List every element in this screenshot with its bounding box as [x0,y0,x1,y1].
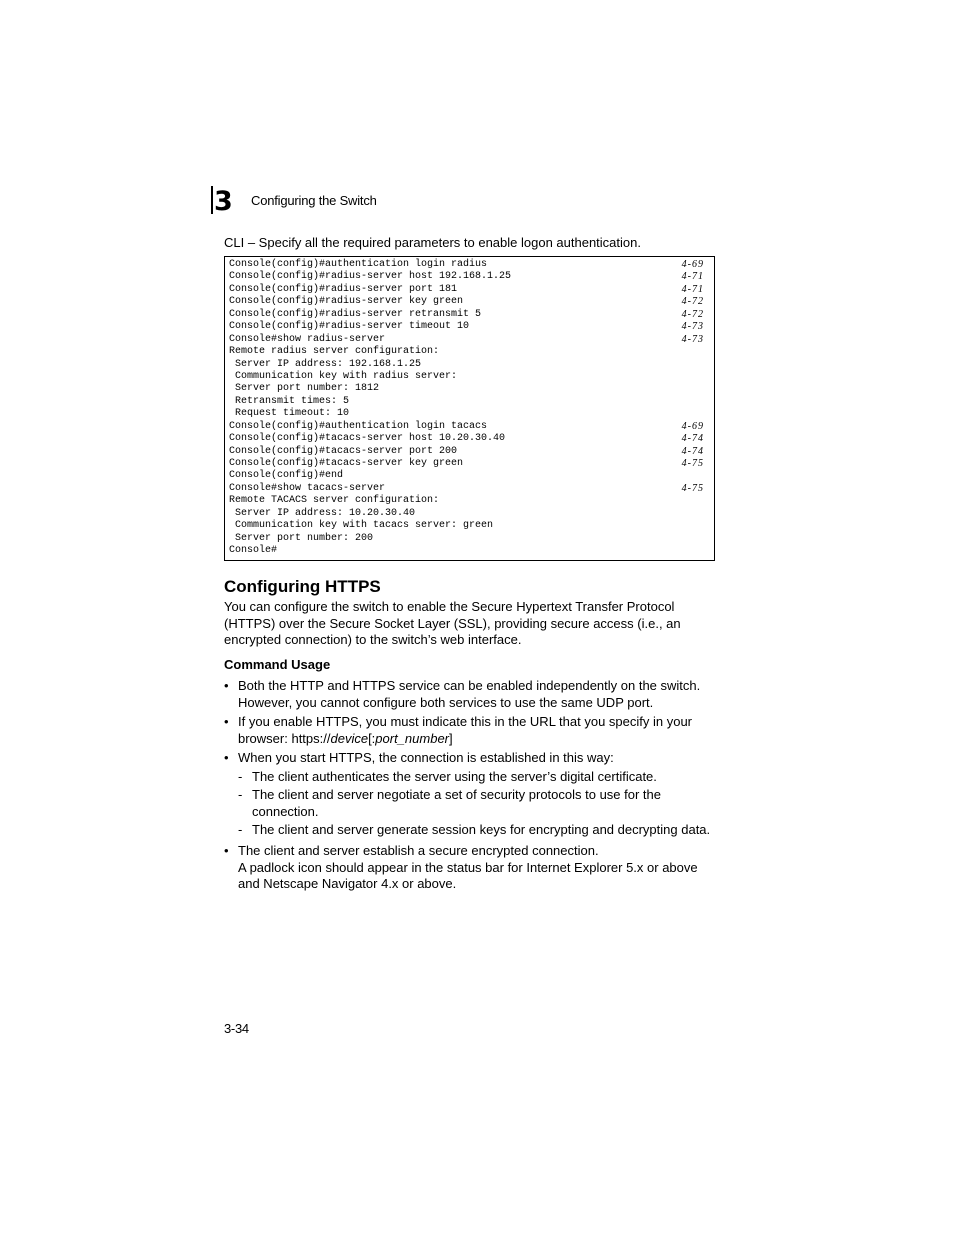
code-line [229,334,704,346]
code-text: Server IP address: 10.20.30.40 [229,507,416,519]
chapter-number-mark [211,186,238,214]
list-item [224,714,716,747]
bullet-line: However, you cannot configure both services to use the same UDP port. [238,694,654,710]
bullet-mark: • [224,750,229,765]
code-line [229,533,704,545]
code-text: Communication key with tacacs server: green [229,520,494,532]
bullet-mark: • [224,714,229,729]
bullet-line: and Netscape Navigator 4.x or above. [238,876,457,891]
code-line [229,396,704,408]
page-number: 3-34 [224,1021,249,1036]
code-text: Console(config)#radius-server port 181 [229,283,458,295]
code-text: Console#show radius-server [229,333,386,345]
code-text: Console#show tacacs-server [229,482,386,494]
code-text: Server port number: 1812 [229,383,380,395]
code-text: Communication key with radius server: [229,370,458,382]
list-item [224,750,716,767]
code-line [229,495,704,507]
code-page-ref: 4-74 [681,433,704,445]
code-text: Console(config)#tacacs-server key green [229,458,464,469]
code-line [229,545,704,557]
code-text: Request timeout: 10 [229,408,350,420]
bullet-line: A padlock icon should appear in the status bar for Internet Explorer 5.x or above [238,859,698,875]
code-line [229,383,704,395]
code-text: Retransmit times: 5 [229,395,350,407]
code-line [229,371,704,383]
code-page-ref: 4-72 [681,296,704,308]
code-line [229,271,704,283]
code-line [229,408,704,420]
section-heading: Configuring HTTPS [224,577,381,596]
sub-line: The client authenticates the server using the server’s digital certificate. [252,769,657,784]
sub-line: connection. [252,803,319,819]
list-item [224,843,716,893]
code-line [229,433,704,445]
sub-list-item [238,822,718,839]
code-line [229,458,704,470]
code-line [229,259,704,271]
bullet-mark: • [224,843,229,858]
sub-line: The client and server generate session keys for encrypting and decrypting data. [252,822,711,837]
code-text: Remote radius server configuration: [229,346,440,358]
code-line [229,321,704,333]
code-text: Remote TACACS server configuration: [229,495,440,507]
url-port: port_number [375,730,450,746]
code-text: Console(config)#radius-server key green [229,296,464,308]
bullet-line: If you enable HTTPS, you must indicate this in the URL that you specify in your [238,714,693,729]
sub-list-item [238,787,718,820]
code-page-ref: 4-73 [681,333,704,345]
code-text: Console(config)#radius-server host 192.168.1.25 [229,271,512,283]
code-text: Console(config)#radius-server retransmit 5 [229,308,482,320]
code-line [229,309,704,321]
code-text: Server port number: 200 [229,532,374,544]
url-close: ] [449,730,453,746]
code-page-ref: 4-74 [681,445,704,457]
code-line [229,296,704,308]
code-text: Server IP address: 192.168.1.25 [229,358,422,370]
code-page-ref: 4-71 [681,283,704,295]
dash-mark: - [238,822,243,837]
code-line [229,284,704,296]
url-colon: [: [368,730,376,746]
code-page-ref: 4-73 [681,321,704,333]
code-text: Console(config)#tacacs-server host 10.20.30.40 [229,433,506,445]
running-header: Configuring the Switch [251,193,377,208]
code-text: Console(config)#tacacs-server port 200 [229,445,458,457]
bullet-line [238,731,716,748]
code-line [229,470,704,482]
url-device: device [330,730,369,746]
sub-line: The client and server negotiate a set of security protocols to use for the [252,787,661,802]
code-text: Console(config)#end [229,470,344,482]
bullet-line: Both the HTTP and HTTPS service can be enabled independently on the switch. [238,678,701,693]
code-line [229,446,704,458]
intro-text: CLI – Specify all the required parameters to enable logon authentication. [224,235,641,250]
code-line [229,520,704,532]
code-line [229,346,704,358]
sub-list-item [238,769,718,786]
code-line [229,483,704,495]
dash-mark: - [238,787,243,802]
code-line [229,359,704,371]
chapter-number-text: 3 [214,186,233,214]
code-page-ref: 4-69 [681,420,704,432]
code-line [229,421,704,433]
chapter-number-icon [211,186,238,214]
code-text: Console(config)#radius-server timeout 10 [229,321,470,333]
cli-code-block [224,256,715,561]
list-item [224,678,716,711]
code-line [229,508,704,520]
code-page-ref: 4-72 [681,308,704,320]
section-paragraph: You can configure the switch to enable the Secure Hypertext Transfer Protocol (HTTPS) over the Secure Socket Layer (SSL), providing secure access (i.e., an encrypted connection) to the switch’s web interface. [224,599,681,648]
url-prefix: browser: https:// [238,730,331,746]
code-page-ref: 4-75 [681,482,704,494]
bullet-mark: • [224,678,229,693]
code-text: Console(config)#authentication login tacacs [229,420,488,432]
code-page-ref: 4-69 [681,259,704,270]
command-usage-heading: Command Usage [224,657,331,672]
code-page-ref: 4-75 [681,458,704,469]
code-text: Console# [229,545,278,557]
dash-mark: - [238,769,243,784]
bullet-line: The client and server establish a secure encrypted connection. [238,843,599,858]
code-page-ref: 4-71 [681,271,704,283]
code-text: Console(config)#authentication login radius [229,259,488,270]
bullet-line: When you start HTTPS, the connection is established in this way: [238,750,614,765]
